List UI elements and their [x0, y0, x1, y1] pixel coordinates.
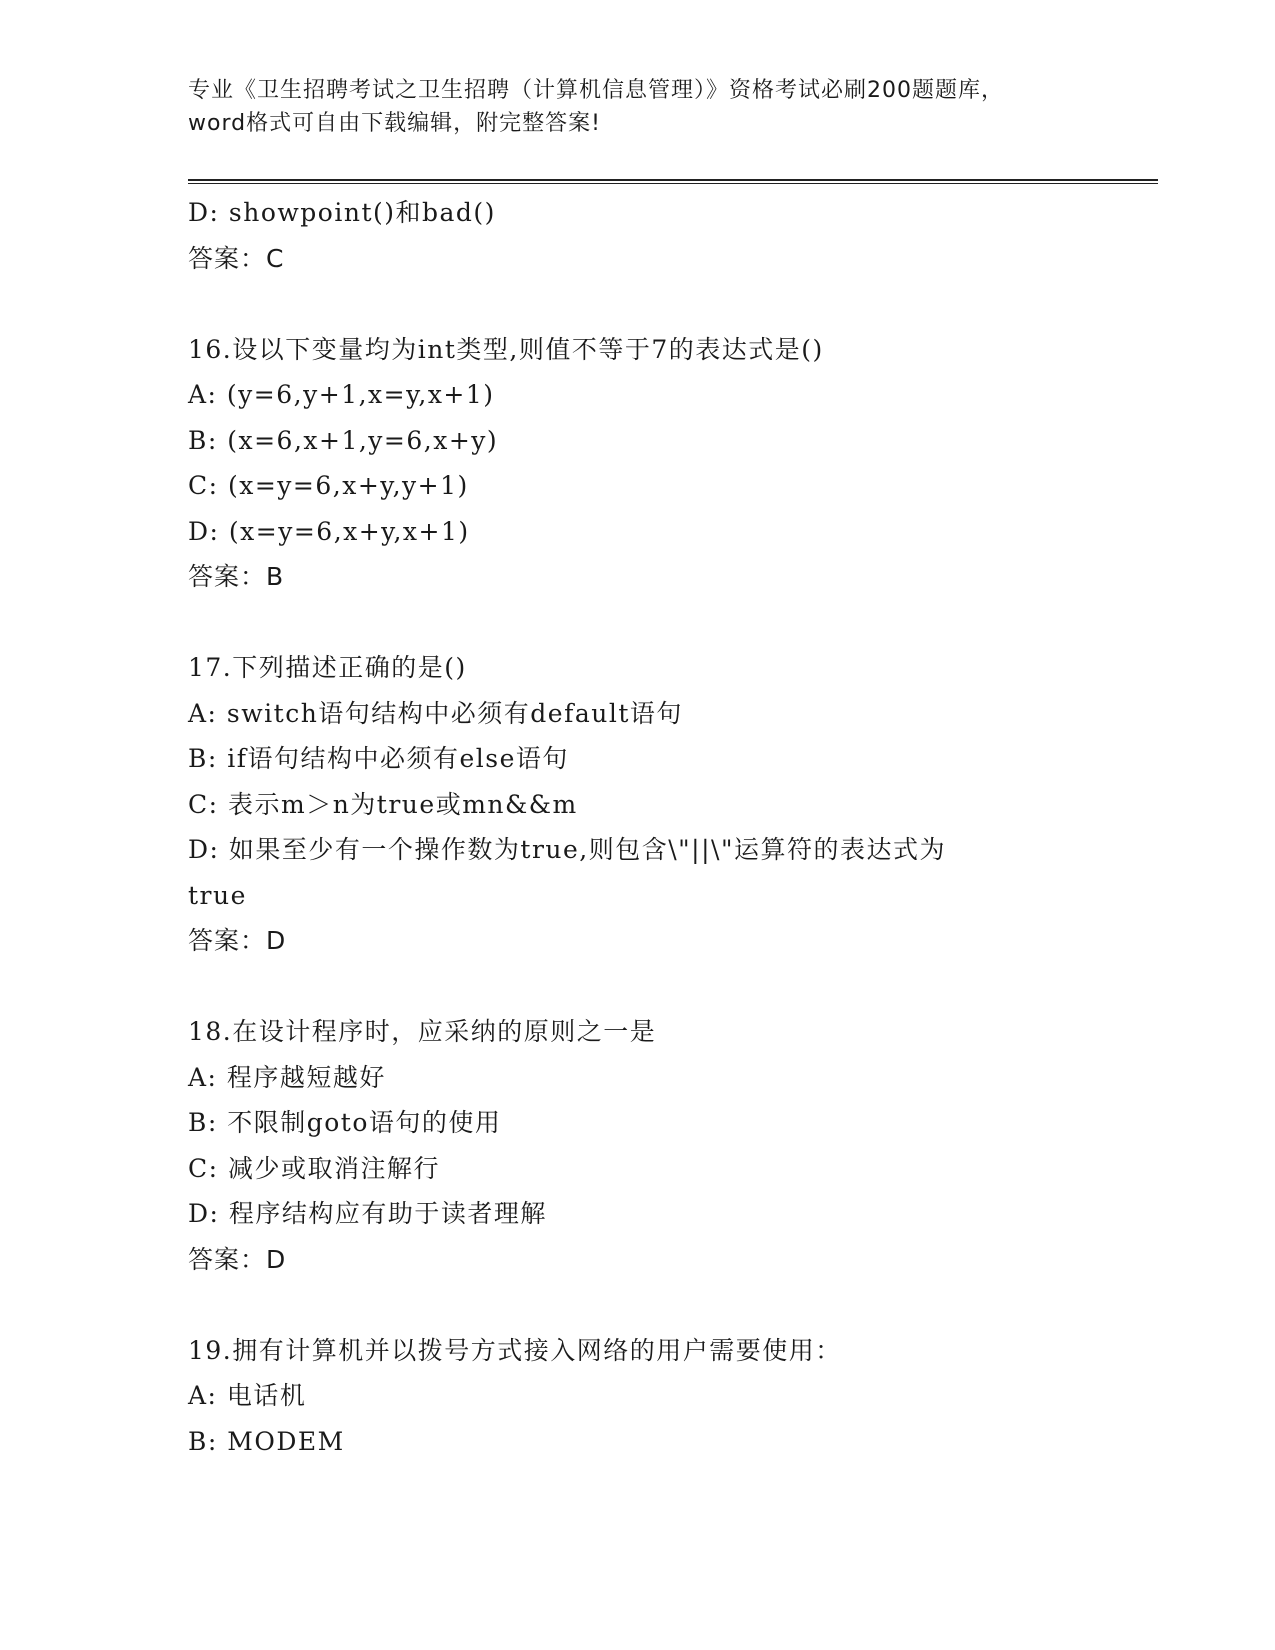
question-19: [188, 1328, 1148, 1465]
option-a: A: 程序越短越好: [188, 1062, 386, 1092]
spacer: [188, 281, 1148, 327]
spacer: [188, 600, 1148, 646]
option-d: D: (x=y=6,x+y,x+1): [188, 516, 470, 546]
question-stem: 16.设以下变量均为int类型,则值不等于7的表达式是(): [188, 334, 824, 364]
question-17: [188, 645, 1148, 964]
question-stem: 18.在设计程序时，应采纳的原则之一是: [188, 1017, 657, 1046]
option-a: A: 电话机: [188, 1381, 307, 1410]
option-b: B: 不限制goto语句的使用: [188, 1108, 502, 1137]
answer-line: 答案：D: [188, 926, 287, 955]
question-stem: 17.下列描述正确的是(): [188, 653, 467, 682]
previous-question-tail: [188, 190, 1148, 281]
question-18: [188, 1009, 1148, 1282]
question-stem: 19.拥有计算机并以拨号方式接入网络的用户需要使用：: [188, 1335, 842, 1365]
option-a: A: (y=6,y+1,x=y,x+1): [188, 380, 495, 409]
question-16: [188, 327, 1148, 600]
spacer: [188, 964, 1148, 1010]
option-d-continuation: true: [188, 880, 247, 910]
option-b: B: (x=6,x+1,y=6,x+y): [188, 425, 499, 455]
header-divider: [188, 179, 1158, 184]
option-d: D: 程序结构应有助于读者理解: [188, 1199, 547, 1228]
option-d: D: 如果至少有一个操作数为true,则包含\"||\"运算符的表达式为: [188, 835, 946, 864]
option-c: C: 表示m＞n为true或mn&&m: [188, 789, 578, 819]
answer-line: 答案：C: [188, 243, 285, 273]
question-list: [188, 190, 1148, 1464]
option-c: C: (x=y=6,x+y,y+1): [188, 471, 469, 500]
option-c: C: 减少或取消注解行: [188, 1153, 440, 1183]
answer-line: 答案：D: [188, 1244, 287, 1274]
answer-line: 答案：B: [188, 562, 285, 591]
option-d: D: showpoint()和bad(): [188, 198, 496, 227]
option-b: B: MODEM: [188, 1426, 345, 1456]
spacer: [188, 1282, 1148, 1328]
option-a: A: switch语句结构中必须有default语句: [188, 698, 683, 728]
option-b: B: if语句结构中必须有else语句: [188, 744, 569, 773]
header-title-line-1: 专业《卫生招聘考试之卫生招聘（计算机信息管理）》资格考试必刷200题题库，: [188, 78, 1004, 103]
header-title-line-2: word格式可自由下载编辑，附完整答案!: [188, 111, 601, 136]
page-header: [188, 74, 1088, 140]
